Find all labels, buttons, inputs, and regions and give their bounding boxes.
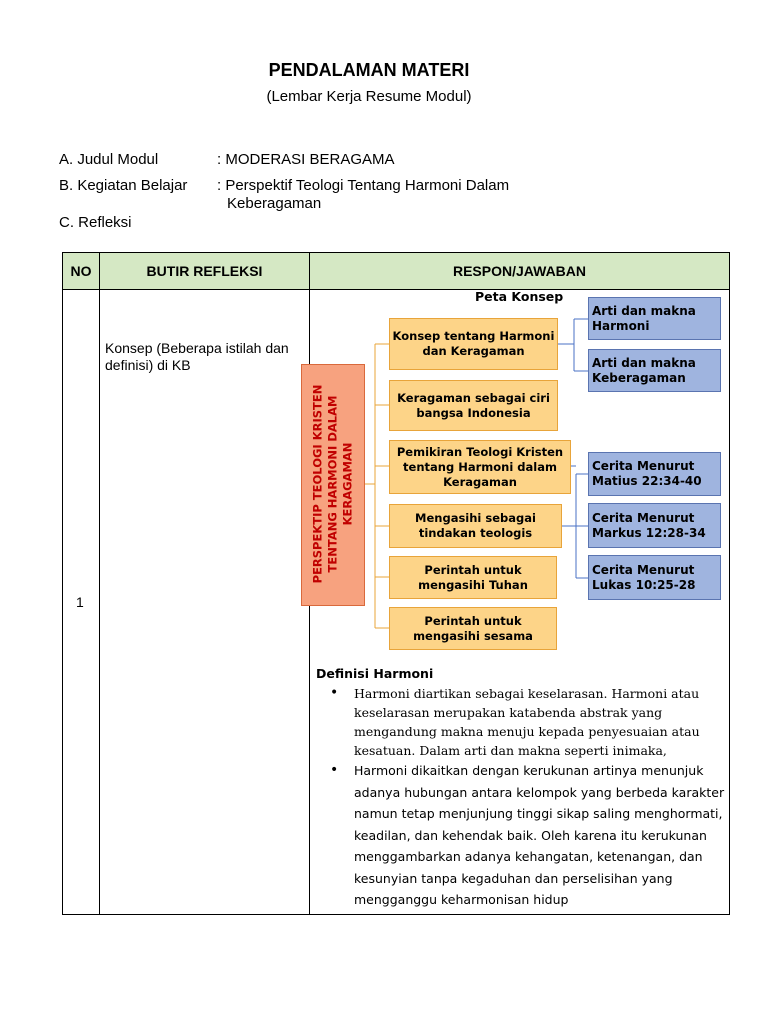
- concept-node: Perintah untuk mengasihi Tuhan: [389, 556, 557, 599]
- page-title: PENDALAMAN MATERI: [268, 60, 470, 80]
- concept-node: Pemikiran Teologi Kristen tentang Harmoni dalam Keragaman: [389, 440, 571, 494]
- module-title-value: : MODERASI BERAGAMA: [217, 151, 395, 168]
- row-number: 1: [76, 594, 84, 610]
- table-header-row: [63, 253, 730, 290]
- concept-node: Mengasihi sebagai tindakan teologis: [389, 504, 562, 548]
- definition-title: Definisi Harmoni: [316, 666, 434, 681]
- activity-value: : Perspektif Teologi Tentang Harmoni Dalam: [217, 177, 510, 194]
- concept-leaf: Cerita Menurut Matius 22:34-40: [588, 452, 721, 496]
- reflection-label: C. Refleksi: [59, 214, 132, 231]
- concept-node: Perintah untuk mengasihi sesama: [389, 607, 557, 650]
- concept-leaf: Arti dan makna Keberagaman: [588, 349, 721, 392]
- module-title-label: A. Judul Modul: [59, 151, 159, 168]
- definition-item: • Harmoni dikaitkan dengan kerukunan artinya menunjuk adanya hubungan antara kelompok yang berbeda karakter namun tetap menjunjung tinggi sikap saling menghormati, keadilan, dan kehendak baik. Oleh karena itu kerukunan menggambarkan adanya kehangatan, ketenangan, dan kesunyian tanpa kegaduhan dan perselisihan yang mengganggu keharmonisan hidup: [354, 760, 726, 911]
- activity-value-cont: Keberagaman: [227, 195, 322, 212]
- concept-leaf: Cerita Menurut Lukas 10:25-28: [588, 555, 721, 600]
- concept-leaf: Cerita Menurut Markus 12:28-34: [588, 503, 721, 548]
- concept-map-title: Peta Konsep: [475, 289, 564, 304]
- concept-map-root-label: PERSPEKTIP TEOLOGI KRISTEN TENTANG HARMONI DALAM KERAGAMAN: [310, 384, 355, 584]
- definition-item: • Harmoni diartikan sebagai keselarasan. Harmoni atau keselarasan merupakan katabenda abstrak yang mengandung makna menuju kepada penyesuaian atau kesatuan. Dalam arti dan makna seperti inimaka,: [354, 684, 726, 760]
- cell-butir: [100, 290, 310, 915]
- page-subtitle: (Lembar Kerja Resume Modul): [266, 88, 472, 105]
- concept-node: Keragaman sebagai ciri bangsa Indonesia: [389, 380, 558, 431]
- row-butir-text: Konsep (Beberapa istilah dan definisi) di KB: [105, 340, 289, 373]
- concept-node: Konsep tentang Harmoni dan Keragaman: [389, 318, 558, 370]
- definition-list: [316, 684, 726, 911]
- activity-label: B. Kegiatan Belajar: [59, 177, 188, 194]
- col-header-respon: RESPON/JAWABAN: [310, 253, 730, 290]
- col-header-no: NO: [63, 253, 100, 290]
- concept-leaf: Arti dan makna Harmoni: [588, 297, 721, 340]
- col-header-butir: BUTIR REFLEKSI: [100, 253, 310, 290]
